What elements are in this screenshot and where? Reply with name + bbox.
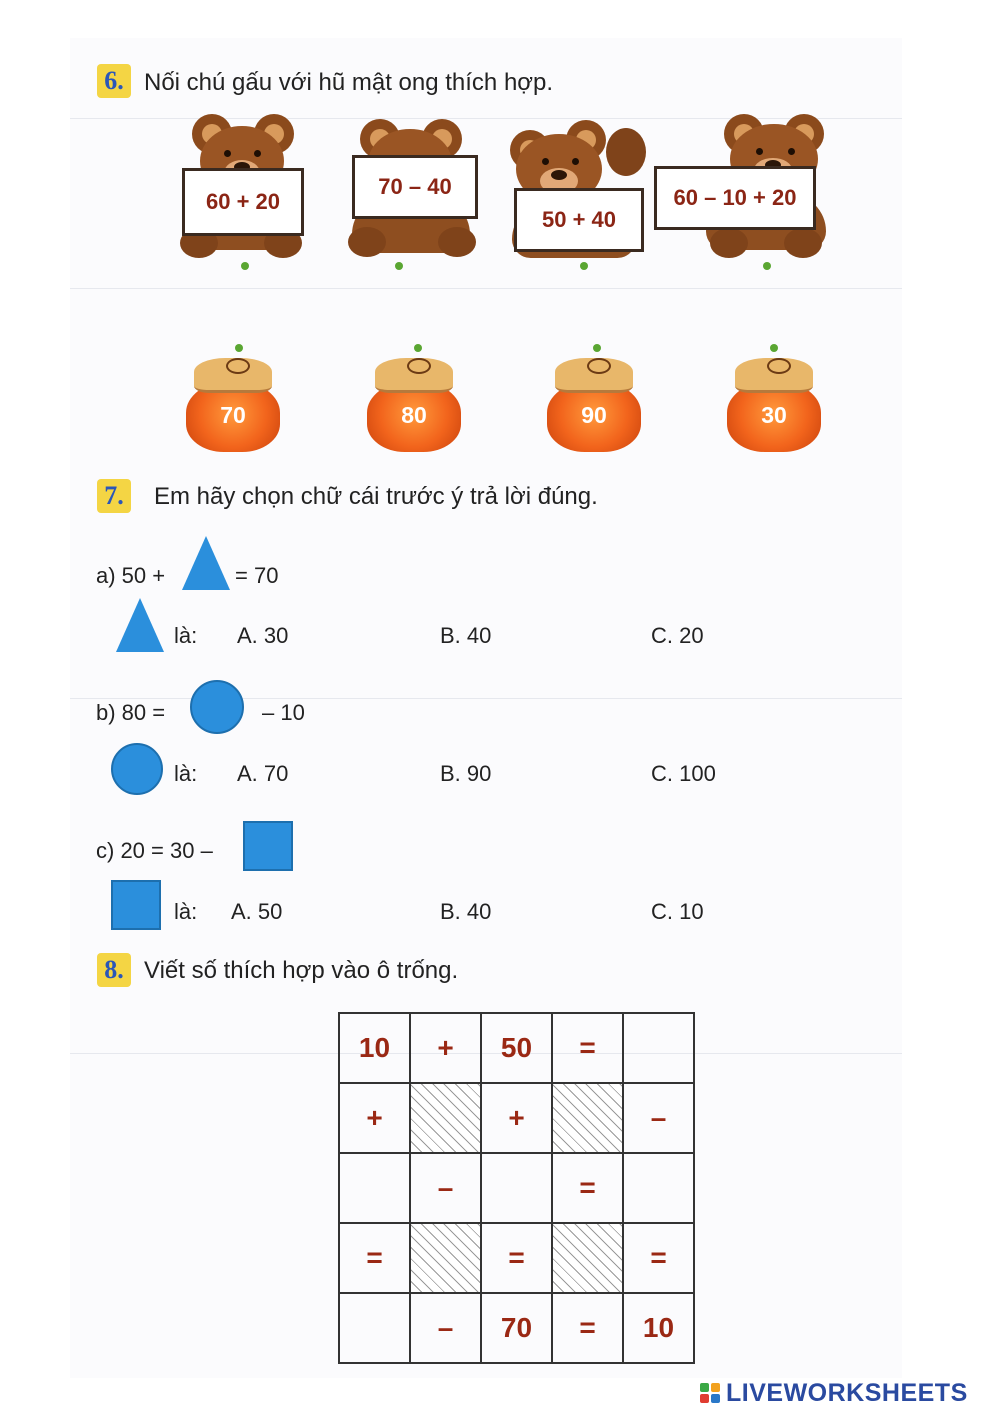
bear-sign: 60 – 10 + 20	[654, 166, 816, 230]
honey-pot-4	[727, 352, 821, 452]
grid-answer-input[interactable]	[339, 1293, 410, 1363]
grid-cell-operator: +	[410, 1013, 481, 1083]
grid-cell-operator: =	[552, 1013, 623, 1083]
q7b-option-b[interactable]: B. 90	[440, 761, 492, 786]
grid-cell-operator: =	[552, 1293, 623, 1363]
q7c-option-a[interactable]: A. 50	[231, 899, 283, 924]
bear-4	[654, 110, 829, 260]
honey-pot-2	[367, 352, 461, 452]
pot-3-connector-dot[interactable]	[593, 344, 601, 352]
q7a-option-b[interactable]: B. 40	[440, 623, 492, 648]
q7c-option-b[interactable]: B. 40	[440, 899, 492, 924]
grid-cell-operator: –	[410, 1153, 481, 1223]
honey-pot-3	[547, 352, 641, 452]
grid-hatched-cell	[552, 1223, 623, 1293]
bear-paw	[784, 228, 822, 258]
q7c-option-c[interactable]: C. 10	[651, 899, 704, 924]
liveworksheets-wordmark: LIVEWORKSHEETS	[726, 1378, 968, 1407]
grid-cell-operator: –	[410, 1293, 481, 1363]
bear-paw-waving	[606, 128, 646, 176]
pot-4-connector-dot[interactable]	[770, 344, 778, 352]
q7b-la-label: là:	[174, 761, 198, 786]
q7b-equation-prefix: b) 80 =	[96, 700, 166, 725]
grid-answer-input[interactable]	[623, 1013, 694, 1083]
q7a-option-c[interactable]: C. 20	[651, 623, 704, 648]
grid-hatched-cell	[410, 1083, 481, 1153]
grid-hatched-cell	[552, 1083, 623, 1153]
pot-bow	[587, 358, 611, 374]
q7a-option-a[interactable]: A. 30	[237, 623, 289, 648]
q7c-equation-prefix: c) 20 = 30 –	[96, 838, 213, 863]
triangle-shape	[182, 536, 230, 590]
bear-1-connector-dot[interactable]	[241, 262, 249, 270]
bear-sign: 60 + 20	[182, 168, 304, 236]
bear-1	[170, 110, 310, 260]
grid-answer-input[interactable]	[339, 1153, 410, 1223]
square-shape	[111, 880, 161, 930]
pot-bow	[767, 358, 791, 374]
bear-2	[342, 115, 482, 260]
square-shape	[243, 821, 293, 871]
grid-cell-operator: –	[623, 1083, 694, 1153]
q7b-option-a[interactable]: A. 70	[237, 761, 289, 786]
grid-cell-operator: =	[623, 1223, 694, 1293]
q7b-option-c[interactable]: C. 100	[651, 761, 716, 786]
bear-eye	[788, 148, 795, 155]
bear-eye	[542, 158, 549, 165]
faded-background-line	[70, 288, 902, 289]
grid-cell-operator: +	[339, 1083, 410, 1153]
question-number-6: 6.	[97, 64, 131, 98]
grid-cell-number: 10	[339, 1013, 410, 1083]
grid-answer-input[interactable]	[623, 1153, 694, 1223]
bear-4-connector-dot[interactable]	[763, 262, 771, 270]
bear-eye	[254, 150, 261, 157]
triangle-shape	[116, 598, 164, 652]
liveworksheets-logo-icon	[700, 1383, 720, 1403]
grid-cell-number: 70	[481, 1293, 552, 1363]
pot-value: 70	[220, 402, 246, 428]
bear-eye	[572, 158, 579, 165]
pot-1-connector-dot[interactable]	[235, 344, 243, 352]
grid-cell-number: 10	[623, 1293, 694, 1363]
grid-cell-operator: +	[481, 1083, 552, 1153]
q7a-equation-suffix: = 70	[235, 563, 279, 588]
grid-answer-input[interactable]	[481, 1153, 552, 1223]
bear-3	[506, 118, 651, 263]
circle-shape	[190, 680, 244, 734]
pot-bow	[226, 358, 250, 374]
circle-shape	[111, 743, 163, 795]
question-7-title: Em hãy chọn chữ cái trước ý trả lời đúng.	[154, 483, 598, 510]
pot-bow	[407, 358, 431, 374]
grid-cell-operator: =	[339, 1223, 410, 1293]
bear-paw	[348, 227, 386, 257]
bear-paw	[438, 227, 476, 257]
bear-nose	[551, 170, 567, 180]
bear-2-connector-dot[interactable]	[395, 262, 403, 270]
pot-value: 80	[401, 402, 427, 428]
bear-sign: 50 + 40	[514, 188, 644, 252]
grid-hatched-cell	[410, 1223, 481, 1293]
question-6-title: Nối chú gấu với hũ mật ong thích hợp.	[144, 69, 554, 96]
question-number-8: 8.	[97, 953, 131, 987]
bear-sign: 70 – 40	[352, 155, 478, 219]
q7a-la-label: là:	[174, 623, 198, 648]
honey-pot-1	[186, 352, 280, 452]
q7c-la-label: là:	[174, 899, 198, 924]
grid-cell-number: 50	[481, 1013, 552, 1083]
liveworksheets-logo[interactable]	[700, 1376, 968, 1410]
pot-value: 90	[581, 402, 607, 428]
bear-3-connector-dot[interactable]	[580, 262, 588, 270]
grid-cell-operator: =	[481, 1223, 552, 1293]
grid-cell-operator: =	[552, 1153, 623, 1223]
bear-eye	[756, 148, 763, 155]
pot-value: 30	[761, 402, 787, 428]
q7a-equation-prefix: a) 50 +	[96, 563, 166, 588]
bear-eye	[224, 150, 231, 157]
math-grid	[338, 1012, 695, 1364]
question-8-title: Viết số thích hợp vào ô trống.	[144, 957, 459, 984]
question-number-7: 7.	[97, 479, 131, 513]
pot-2-connector-dot[interactable]	[414, 344, 422, 352]
bear-paw	[710, 228, 748, 258]
q7b-equation-suffix: – 10	[262, 700, 305, 725]
